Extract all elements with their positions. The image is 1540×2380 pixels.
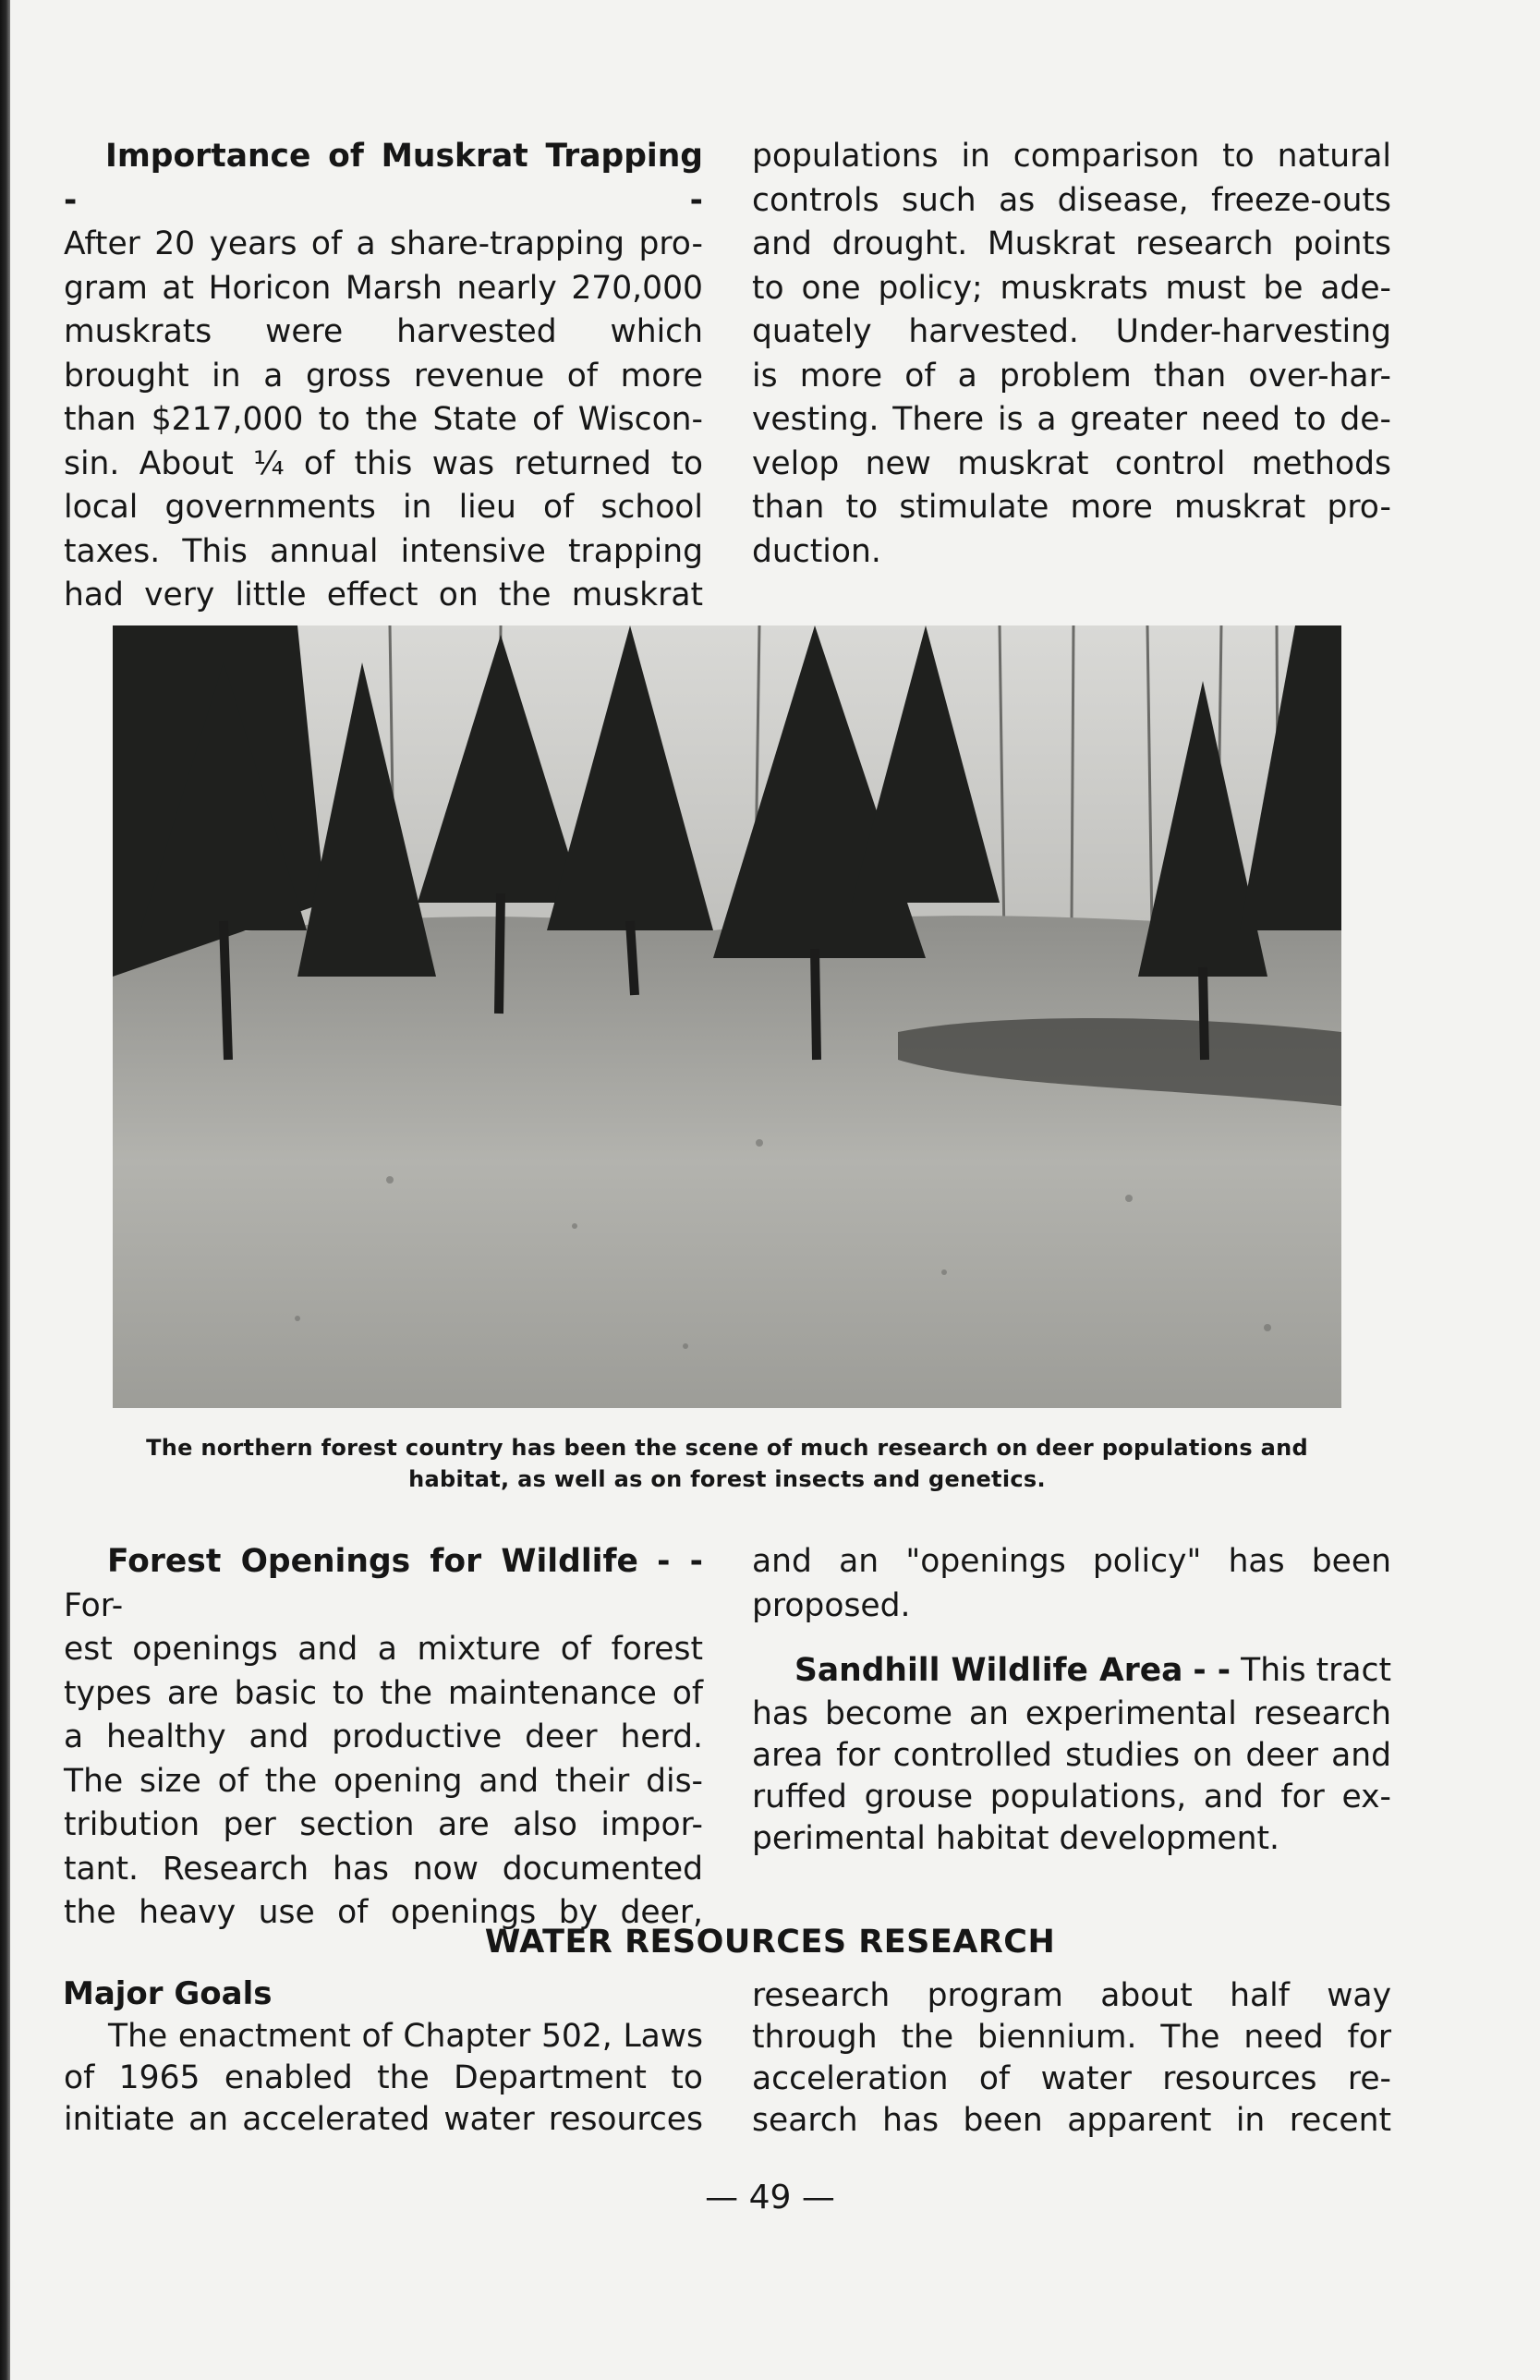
forest-openings-line-7: the heavy use of openings by deer,	[64, 1894, 703, 1931]
muskrat-right-column	[752, 135, 1391, 574]
sandhill-first-line: This tract	[1241, 1652, 1391, 1689]
forest-openings-heading: Forest Openings for Wildlife	[107, 1543, 638, 1580]
muskrat-right-line-7: vesting. There is a greater need to de-	[752, 401, 1391, 438]
forest-photo	[113, 625, 1341, 1408]
muskrat-line-7: local governments in lieu of school	[64, 489, 703, 526]
muskrat-right-line-9: than to stimulate more muskrat pro-	[752, 489, 1391, 526]
water-right-line-3: acceleration of water resources re-	[752, 2060, 1391, 2097]
water-left-line-1: The enactment of Chapter 502, Laws	[108, 2018, 703, 2055]
sandhill-line-1: has become an experimental research	[752, 1694, 1391, 1732]
forest-openings-line-5: tribution per section are also impor-	[64, 1806, 703, 1843]
muskrat-line-6: sin. About ¼ of this was returned to	[64, 444, 703, 482]
water-left-column	[64, 2016, 703, 2141]
muskrat-line-1: After 20 years of a share-trapping pro-	[64, 225, 703, 262]
muskrat-line-2: gram at Horicon Marsh nearly 270,000	[64, 269, 703, 307]
sandhill-line-2: area for controlled studies on deer and	[752, 1736, 1391, 1774]
water-right-line-4: search has been apparent in recent	[752, 2102, 1391, 2139]
sandhill-column	[752, 1649, 1391, 1860]
muskrat-right-line-10: duction.	[752, 532, 881, 570]
water-right-line-2: through the biennium. The need for	[752, 2019, 1391, 2056]
forest-openings-right-line-2: proposed.	[752, 1586, 911, 1624]
forest-openings-line-6: tant. Research has now documented	[64, 1850, 703, 1888]
muskrat-right-line-4: to one policy; muskrats must be ade-	[752, 269, 1391, 307]
sandhill-line-4: perimental habitat development.	[752, 1819, 1280, 1857]
forest-openings-line-4: The size of the opening and their dis-	[64, 1762, 703, 1800]
muskrat-line-3: muskrats were harvested which	[64, 313, 703, 350]
muskrat-heading: Importance of Muskrat Trapping	[105, 138, 703, 175]
sandhill-line-3: ruffed grouse populations, and for ex-	[752, 1778, 1391, 1815]
muskrat-line-8: taxes. This annual intensive trapping	[64, 532, 703, 570]
muskrat-heading-line	[64, 135, 703, 223]
section-title: WATER RESOURCES RESEARCH	[484, 1924, 1056, 1961]
page-number: — 49 —	[705, 2179, 835, 2216]
muskrat-right-line-5: quately harvested. Under-harvesting	[752, 313, 1391, 350]
forest-openings-right-line-1: and an "openings policy" has been	[752, 1543, 1391, 1580]
heading-dash: - -	[657, 1543, 703, 1580]
muskrat-line-5: than $217,000 to the State of Wiscon-	[64, 401, 703, 438]
muskrat-right-line-1: populations in comparison to natural	[752, 138, 1391, 175]
binding-edge	[0, 0, 10, 2380]
forest-openings-left-column	[64, 1540, 703, 1936]
sandhill-heading-line	[752, 1649, 1391, 1694]
muskrat-right-line-6: is more of a problem than over-har-	[752, 357, 1391, 395]
forest-photo-image	[113, 625, 1341, 1408]
muskrat-right-line-3: and drought. Muskrat research points	[752, 225, 1391, 262]
forest-openings-line-1: est openings and a mixture of forest	[64, 1631, 703, 1668]
forest-openings-right-column	[752, 1540, 1391, 1628]
sandhill-heading: Sandhill Wildlife Area	[794, 1652, 1183, 1689]
heading-dash: - -	[64, 181, 703, 219]
muskrat-right-line-8: velop new muskrat control methods	[752, 444, 1391, 482]
forest-openings-heading-line	[64, 1540, 703, 1628]
water-left-line-3: initiate an accelerated water resources	[64, 2101, 703, 2138]
water-left-line-2: of 1965 enabled the Department to	[64, 2059, 703, 2096]
muskrat-line-9: had very little effect on the muskrat	[64, 577, 703, 613]
forest-openings-line-3: a healthy and productive deer herd.	[64, 1718, 703, 1755]
water-right-line-1: research program about half way	[752, 1977, 1391, 2014]
muskrat-left-column	[64, 135, 703, 618]
major-goals-heading: Major Goals	[63, 1975, 273, 2012]
water-right-column	[752, 1975, 1391, 2142]
photo-caption: The northern forest country has been the scene of much research on deer populations and habitat, as well as on forest insects and genetics.	[146, 1435, 1308, 1492]
muskrat-right-line-2: controls such as disease, freeze-outs	[752, 181, 1391, 219]
heading-dash: - -	[1193, 1652, 1231, 1689]
muskrat-line-4: brought in a gross revenue of more	[64, 357, 703, 395]
forest-openings-first-line: For-	[64, 1586, 124, 1624]
forest-openings-line-2: types are basic to the maintenance of	[64, 1674, 703, 1712]
